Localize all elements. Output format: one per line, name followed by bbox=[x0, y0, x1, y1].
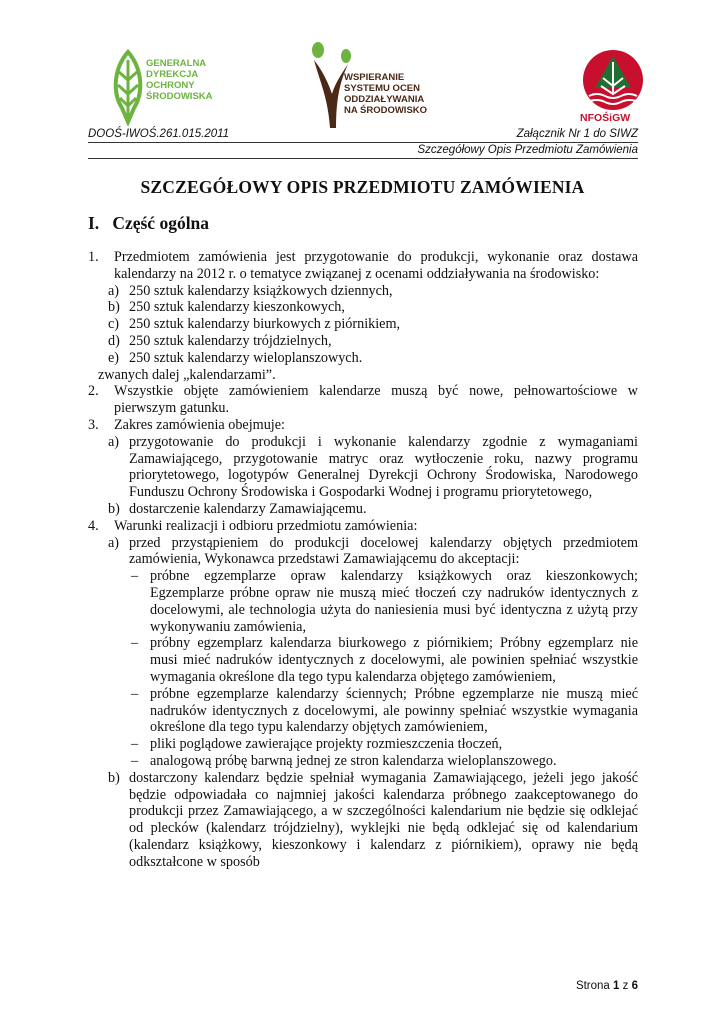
dash-marker: – bbox=[131, 635, 139, 652]
sub-item-text: przed przystąpieniem do produkcji docelowej kalendarzy objętych przedmiotem zamówienia, Wykonawca przedstawi Zamawiającemu do akceptacji: bbox=[129, 534, 638, 568]
dash-item bbox=[88, 686, 638, 736]
item-text: Warunki realizacji i odbioru przedmiotu zamówienia: bbox=[114, 517, 418, 534]
dash-marker: – bbox=[131, 736, 139, 753]
sub-item-letter: a) bbox=[108, 282, 120, 299]
document-reference: DOOŚ-IWOŚ.261.015.2011 bbox=[88, 128, 230, 140]
item-number: 2. bbox=[88, 383, 99, 400]
item-text: Wszystkie objęte zamówieniem kalendarze muszą być nowe, pełnowartościowe w pierwszym gatunku. bbox=[114, 383, 638, 417]
nfosigw-emblem-icon bbox=[581, 48, 645, 112]
gdos-logo bbox=[108, 48, 218, 126]
item-number: 4. bbox=[88, 517, 99, 534]
sub-item bbox=[88, 770, 638, 871]
dash-item-text: analogową próbę barwną jednej ze stron kalendarza wieloplanszowego. bbox=[150, 752, 557, 769]
tree-leaf-icon bbox=[108, 48, 148, 126]
dash-item-text: próbne egzemplarze kalendarzy ściennych; Próbne egzemplarze nie muszą mieć nadruków identycznych z docelowymi, ale powinny spełniać wszystkie wymagania określone dla tego typu kalendarzy objętych zamówieniem, bbox=[150, 685, 638, 736]
sub-item bbox=[88, 283, 638, 300]
sub-item-text: 250 sztuk kalendarzy biurkowych z piórnikiem, bbox=[129, 316, 401, 333]
sub-item-letter: a) bbox=[108, 534, 120, 551]
dash-marker: – bbox=[131, 685, 139, 702]
dash-item bbox=[88, 635, 638, 685]
dash-marker: – bbox=[131, 752, 139, 769]
document-body bbox=[88, 249, 638, 870]
list-item bbox=[88, 518, 638, 535]
sub-item-text: 250 sztuk kalendarzy książkowych dziennych, bbox=[129, 282, 393, 299]
sub-item bbox=[88, 535, 638, 569]
sub-item bbox=[88, 333, 638, 350]
sub-item-letter: a) bbox=[108, 433, 120, 450]
sub-item-text: 250 sztuk kalendarzy wieloplanszowych. bbox=[129, 349, 363, 366]
page-title: SZCZEGÓŁOWY OPIS PRZEDMIOTU ZAMÓWIENIA bbox=[140, 177, 585, 197]
nfosigw-logo bbox=[578, 48, 648, 128]
gdos-line: GENERALNA bbox=[146, 58, 207, 69]
dash-item bbox=[88, 736, 638, 753]
wspieranie-logo bbox=[310, 42, 435, 130]
sub-item-letter: b) bbox=[108, 769, 120, 786]
dash-item bbox=[88, 753, 638, 770]
annex-label: Załącznik Nr 1 do SIWZ bbox=[516, 128, 638, 140]
dash-marker: – bbox=[131, 568, 139, 585]
nfosigw-label: NFOŚiGW bbox=[580, 112, 631, 124]
sub-item bbox=[88, 350, 638, 367]
gdos-line: DYREKCJA bbox=[146, 69, 199, 80]
page-label: Strona bbox=[575, 980, 610, 992]
header-subtitle: Szczegółowy Opis Przedmiotu Zamówienia bbox=[417, 144, 638, 156]
sub-item bbox=[88, 316, 638, 333]
page-counter bbox=[576, 980, 638, 992]
dash-item bbox=[88, 568, 638, 635]
sub-item-text: dostarczenie kalendarzy Zamawiającemu. bbox=[129, 500, 367, 517]
section-title: Część ogólna bbox=[112, 213, 210, 233]
header-divider-bottom bbox=[88, 158, 638, 159]
list-item bbox=[88, 383, 638, 417]
wspieranie-line: SYSTEMU OCEN bbox=[344, 83, 421, 94]
sub-item-text: 250 sztuk kalendarzy trójdzielnych, bbox=[129, 332, 332, 349]
sub-item bbox=[88, 434, 638, 501]
sub-item-text: przygotowanie do produkcji i wykonanie kalendarzy zgodnie z wymaganiami Zamawiającego, przygotowanie matryc oraz wytłoczenie roku, nazwy programu priorytetowego, logotypów Generalnej Dyrekcji Ochrony Środowiska, Narodowego Funduszu Ochrony Środowiska i Gospodarki Wodnej i programu priorytetowego, bbox=[129, 433, 638, 501]
wspieranie-line: NA ŚRODOWISKO bbox=[344, 105, 428, 116]
gdos-line: ŚRODOWISKA bbox=[146, 91, 213, 102]
dash-item-text: pliki poglądowe zawierające projekty rozmieszczenia tłoczeń, bbox=[150, 736, 503, 753]
item-number: 3. bbox=[88, 416, 99, 433]
sub-item-letter: d) bbox=[108, 332, 120, 349]
dash-item-text: próbne egzemplarze opraw kalendarzy książkowych oraz kieszonkowych; Egzemplarze próbne opraw nie muszą mieć tłoczeń czy nadruków identycznych z docelowymi, ale technologia użyta do naniesienia musi być identyczna z użytą przy wykonywaniu zamówienia, bbox=[150, 568, 638, 635]
sub-item bbox=[88, 299, 638, 316]
gdos-line: OCHRONY bbox=[146, 80, 195, 91]
section-heading bbox=[88, 213, 209, 234]
dash-item-text: próbny egzemplarz kalendarza biurkowego z piórnikiem; Próbny egzemplarz nie musi mieć nadruków identycznych z docelowymi, ale powinien spełniać wszystkie wymagania określone dla tego typu kalendarza objętego zamówieniem, bbox=[150, 635, 638, 685]
sub-item bbox=[88, 501, 638, 518]
sub-item-letter: c) bbox=[108, 316, 120, 333]
page-total: 6 bbox=[631, 980, 638, 992]
sub-item-text: 250 sztuk kalendarzy kieszonkowych, bbox=[129, 299, 345, 316]
item-number: 1. bbox=[88, 249, 99, 265]
item-text: Przedmiotem zamówienia jest przygotowanie do produkcji, wykonanie oraz dostawa kalendarzy na 2012 r. o tematyce związanej z ocenami oddziaływania na środowisko: bbox=[114, 249, 638, 282]
list-item bbox=[88, 417, 638, 434]
list-item bbox=[88, 249, 638, 283]
wspieranie-line: WSPIERANIE bbox=[344, 72, 405, 83]
item-text: Zakres zamówienia obejmuje: bbox=[114, 416, 285, 433]
item-tail-text: zwanych dalej „kalendarzami”. bbox=[98, 366, 276, 383]
page-separator: z bbox=[622, 980, 629, 992]
sub-item-text: dostarczony kalendarz będzie spełniał wymagania Zamawiającego, jeżeli jego jakość będzie odpowiadała co najmniej jakości kalendarza próbnego zaakceptowanego do produkcji przez Zamawiającego, a w szczególności kalendarium nie będzie się odklejać od plecków (kalendarz trójdzielny), wyklejki nie będą odklejać się od kalendarium (kalendarz książkowy, kieszonkowy i kalendarz z piórnikiem), oprawy nie będą odkształcone w sposób bbox=[129, 769, 638, 870]
page-number: 1 bbox=[613, 980, 620, 992]
sub-item-letter: e) bbox=[108, 349, 120, 366]
header-divider bbox=[88, 142, 638, 143]
section-number: I. bbox=[88, 213, 100, 233]
wspieranie-line: ODDZIAŁYWANIA bbox=[344, 94, 425, 105]
sub-item-letter: b) bbox=[108, 500, 120, 517]
sub-item-letter: b) bbox=[108, 299, 120, 316]
